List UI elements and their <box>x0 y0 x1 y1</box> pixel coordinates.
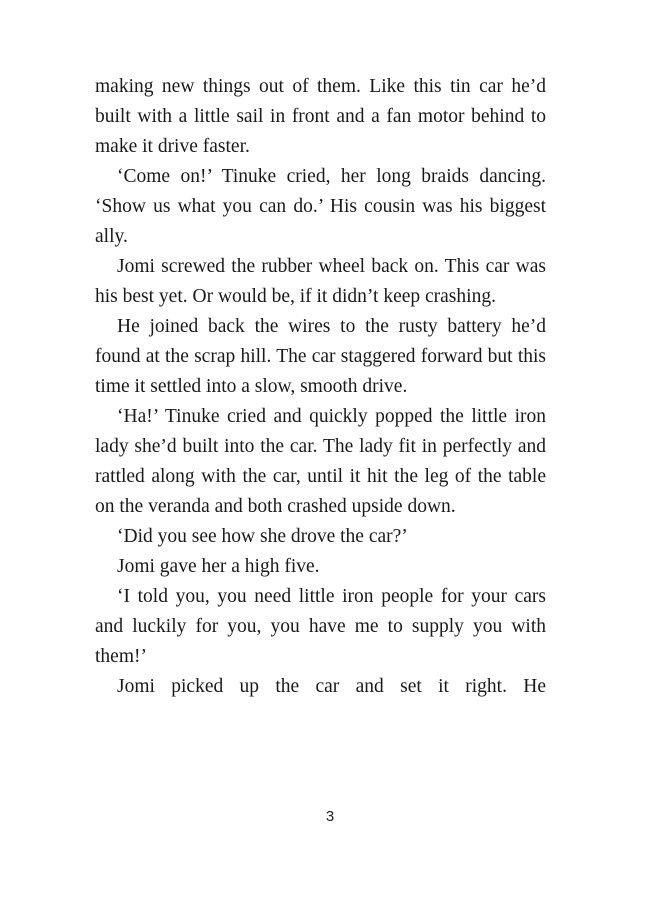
paragraph-last-line: Jomi picked up the car and set it right. He <box>117 676 546 697</box>
paragraph: ‘Did you see how she drove the car?’ <box>117 526 408 547</box>
paragraph: Jomi screwed the rubber wheel back on. This car was his best yet. Or would be, if it didn’t keep crashing. <box>95 256 546 307</box>
paragraph: ‘Ha!’ Tinuke cried and quickly popped the little iron lady she’d built into the car. The lady fit in perfectly and rattled along with the car, until it hit the leg of the table on the veranda and both crashed upside down. <box>95 406 546 517</box>
paragraph: ‘Come on!’ Tinuke cried, her long braids dancing. ‘Show us what you can do.’ His cousin was his biggest ally. <box>95 166 546 247</box>
paragraph: He joined back the wires to the rusty battery he’d found at the scrap hill. The car staggered forward but this time it settled into a slow, smooth drive. <box>95 316 546 397</box>
page-body <box>95 72 546 702</box>
paragraph: ‘I told you, you need little iron people for your cars and luckily for you, you have me to supply you with them!’ <box>95 586 546 667</box>
paragraph: Jomi gave her a high five. <box>117 556 320 577</box>
paragraph: making new things out of them. Like this tin car he’d built with a little sail in front and a fan motor behind to make it drive faster. <box>95 76 546 157</box>
page-number: 3 <box>325 808 335 825</box>
